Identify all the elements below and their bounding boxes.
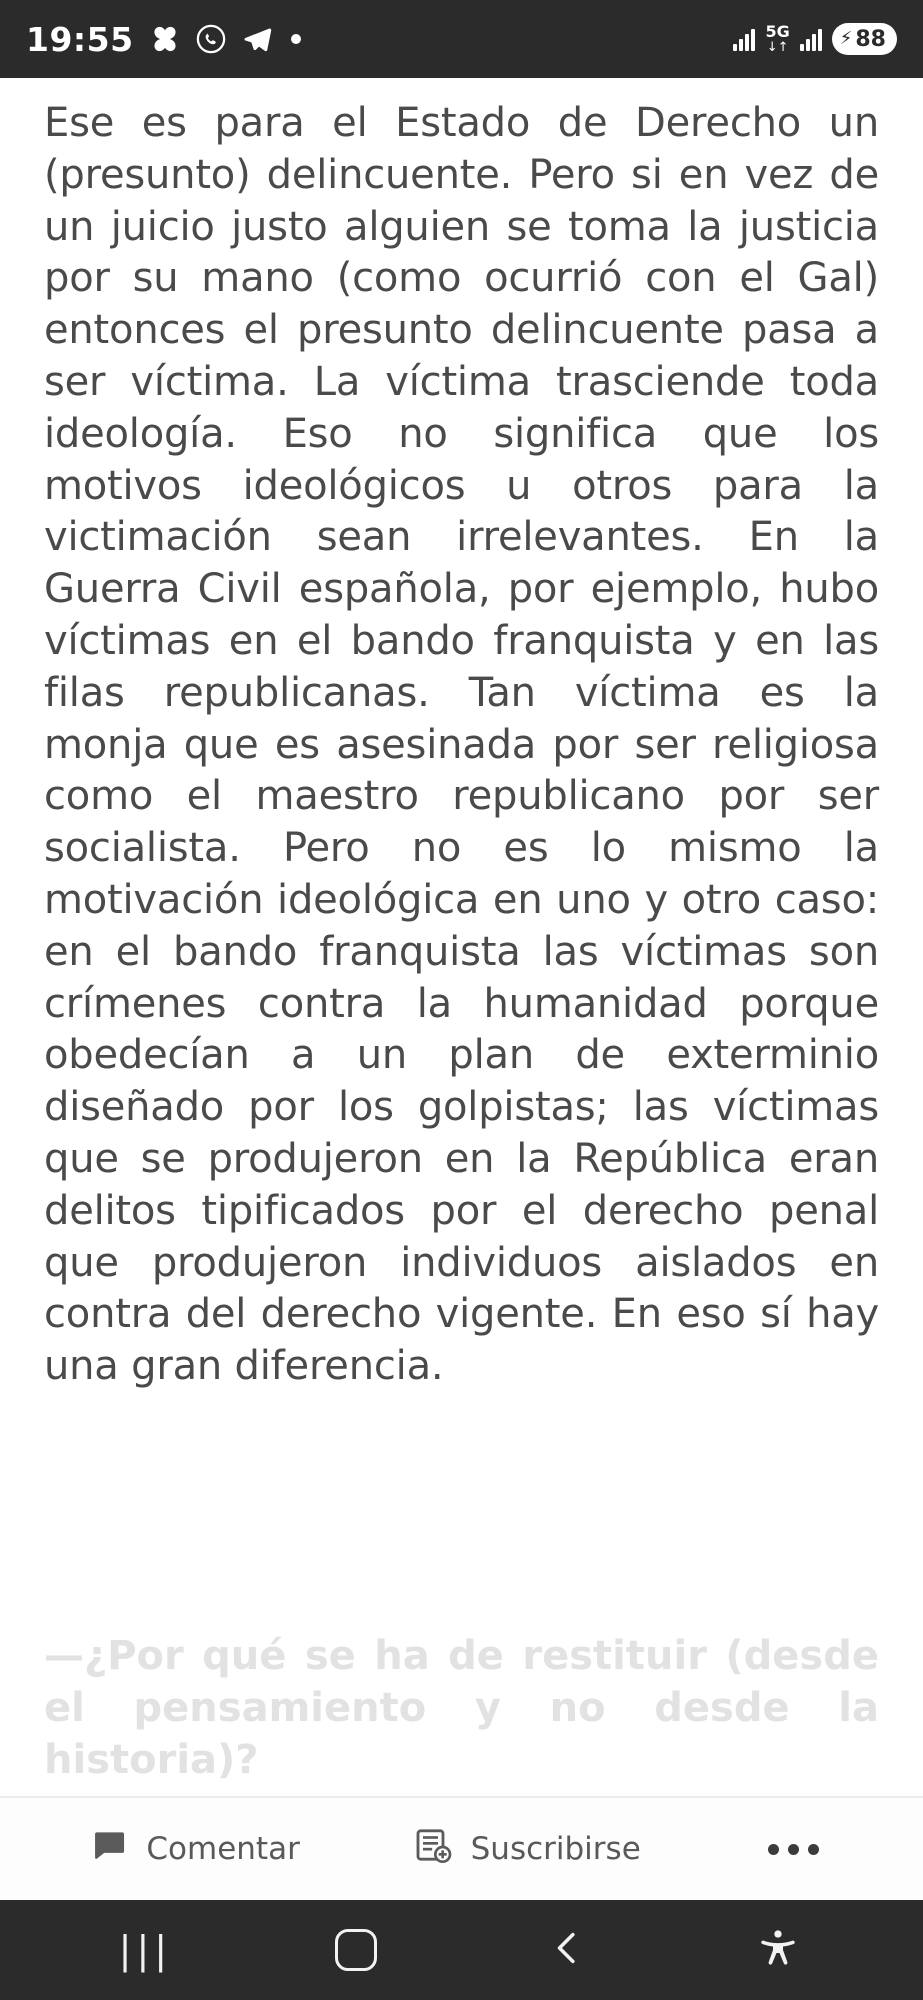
comment-button-label: Comentar bbox=[146, 1831, 300, 1867]
comment-button[interactable] bbox=[90, 1826, 299, 1872]
status-bar-left bbox=[26, 20, 303, 59]
system-navigation-bar bbox=[0, 1900, 923, 2000]
next-question-faded-text: —¿Por qué se ha de restituir (desde el pensamiento y no desde la historia)? bbox=[44, 1633, 879, 1783]
subscribe-button-label: Suscribirse bbox=[470, 1831, 641, 1867]
signal-strength-icon-2 bbox=[800, 27, 822, 51]
more-dot-1 bbox=[768, 1844, 779, 1855]
article-action-bar bbox=[0, 1796, 923, 1900]
telegram-icon bbox=[242, 24, 273, 55]
accessibility-button[interactable] bbox=[733, 1915, 823, 1985]
battery-charging-icon: ⚡ bbox=[839, 28, 853, 49]
back-icon bbox=[547, 1926, 587, 1974]
accessibility-icon bbox=[758, 1926, 798, 1974]
status-bar bbox=[0, 0, 923, 78]
network-type-indicator: 5G ↓↑ bbox=[765, 22, 790, 55]
status-bar-right bbox=[733, 23, 897, 55]
more-dot-3 bbox=[808, 1844, 819, 1855]
home-button[interactable] bbox=[311, 1915, 401, 1985]
subscribe-button[interactable] bbox=[413, 1825, 641, 1873]
subscribe-icon bbox=[413, 1825, 453, 1873]
more-options-button[interactable] bbox=[754, 1844, 833, 1855]
signal-strength-icon-1 bbox=[733, 27, 755, 51]
more-dot-2 bbox=[788, 1844, 799, 1855]
home-icon bbox=[335, 1929, 377, 1971]
battery-percent-label: 88 bbox=[855, 26, 886, 52]
butterfly-icon bbox=[150, 24, 180, 54]
article-scroll-area[interactable] bbox=[0, 78, 923, 1796]
dot-indicator-icon bbox=[289, 32, 303, 46]
comment-icon bbox=[90, 1826, 128, 1872]
back-button[interactable] bbox=[522, 1915, 612, 1985]
recents-icon: ||| bbox=[118, 1928, 173, 1972]
status-clock: 19:55 bbox=[26, 19, 134, 59]
article-body-text: Ese es para el Estado de Derecho un (presunto) delincuente. Pero si en vez de un juicio justo alguien se toma la justicia por su mano (como ocurrió con el Gal) entonces el presunto delincuente pasa a ser víctima. La víctima trasciende toda ideología. Eso no significa que los motivos ideológicos u otros para la victimación sean irrelevantes. En la Guerra Civil española, por ejemplo, hubo víctimas en el bando franquista y en las filas republicanas. Tan víctima es la monja que es asesinada por ser religiosa como el maestro republicano por ser socialista. Pero no es lo mismo la motivación ideológica en uno y otro caso: en el bando franquista las víctimas son crímenes contra la humanidad porque obedecían a un plan de exterminio diseñado por los golpistas; las víctimas que se produjeron en la República eran delitos tipificados por el derecho penal que produjeron individuos aislados en contra del derecho vigente. En eso sí hay una gran diferencia. bbox=[44, 100, 879, 1390]
whatsapp-icon bbox=[196, 24, 226, 54]
battery-indicator bbox=[832, 23, 897, 55]
recents-button[interactable] bbox=[100, 1915, 190, 1985]
